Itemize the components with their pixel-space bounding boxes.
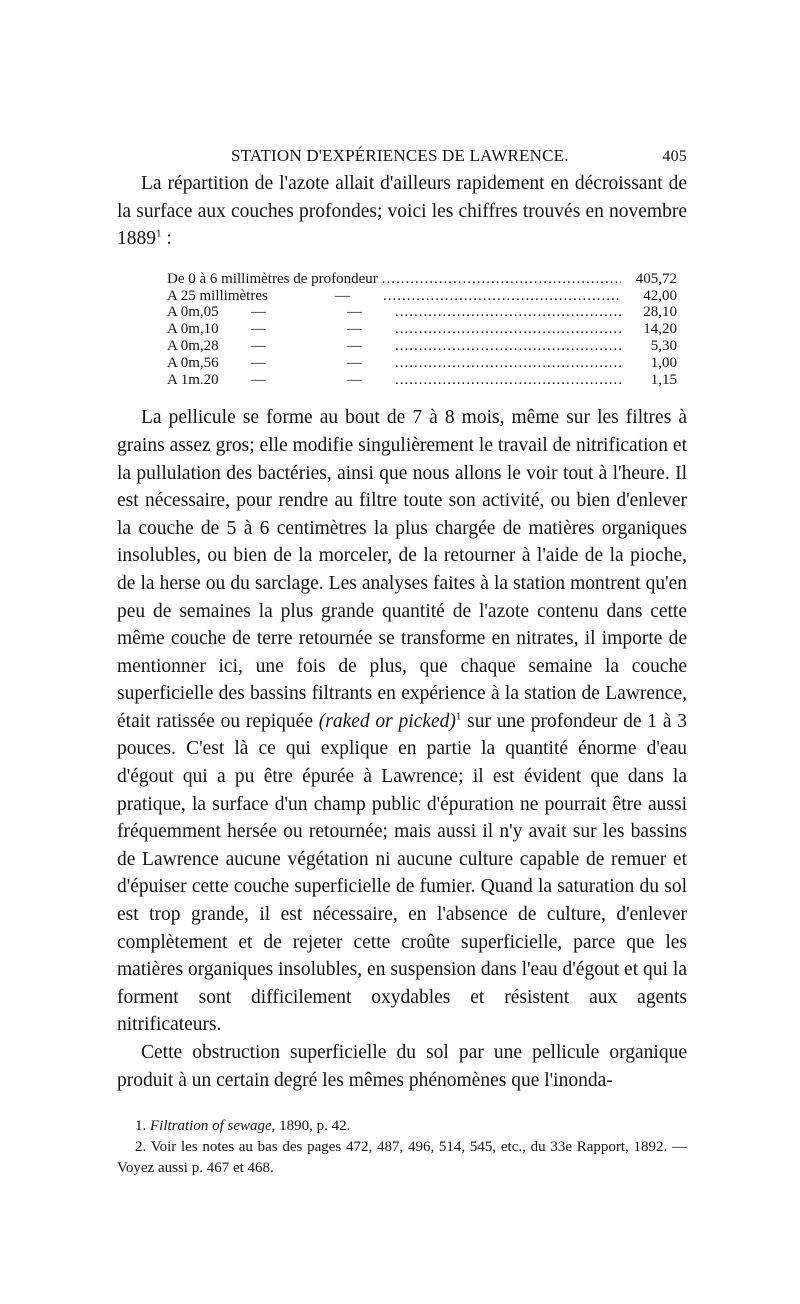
italic-phrase: (raked or picked) xyxy=(318,710,456,732)
table-row xyxy=(167,321,677,338)
row-label: A 0m,05 xyxy=(167,304,219,321)
row-dash: — xyxy=(251,321,266,338)
table-row xyxy=(167,271,677,288)
table-row xyxy=(167,372,677,389)
row-value: 28,10 xyxy=(643,304,677,321)
intro-tail: : xyxy=(161,228,172,250)
row-label: A 0m,56 xyxy=(167,354,219,371)
footnote-ref: 1 xyxy=(455,710,462,723)
row-dash: — xyxy=(251,304,266,321)
page-number: 405 xyxy=(662,148,687,165)
row-value: 1,00 xyxy=(650,354,677,371)
running-title: STATION D'EXPÉRIENCES DE LAWRENCE. xyxy=(231,146,569,165)
row-dash: — xyxy=(251,354,266,371)
row-value: 5,30 xyxy=(650,337,677,354)
leader-dots xyxy=(391,372,621,389)
footnote-number: 1. xyxy=(135,1118,147,1135)
table-row xyxy=(167,304,677,321)
row-value: 1,15 xyxy=(650,371,677,388)
footnote-ref: 1 xyxy=(156,227,162,240)
footnote xyxy=(117,1116,687,1137)
footnote xyxy=(117,1137,687,1179)
closing-paragraph: Cette obstruction superficielle du sol par une pellicule organique produit à un certain degré les mêmes phénomènes que l'inonda- xyxy=(117,1042,687,1091)
table-row xyxy=(167,338,677,355)
row-label: A 25 millimètres xyxy=(167,287,268,304)
paragraph-text: sur une profondeur de 1 à 3 pouces. C'est là ce qui explique en partie la quantité énorme d'eau d'égout qui a pu être épurée à Lawrence; il est évident que dans la pratique, la surface d'un champ public d'épuration ne pourrait être aussi fréquemment hersée ou retournée; mais aussi il n'y avait sur les bassins de Lawrence aucune végétation ni aucune culture capable de remuer et d'épuiser cette couche superficielle de fumier. Quand la saturation du sol est trop grande, il est nécessaire, en l'absence de culture, d'enlever complètement et de rejeter cette croûte superficielle, parce que les matières organiques insolubles, en suspension dans l'eau d'égout et qui la forment sont difficilement oxydables et résistent aux agents nitrificateurs. xyxy=(117,710,687,1036)
table-row xyxy=(167,355,677,372)
row-dash: — xyxy=(251,371,266,388)
paragraph-text: La pellicule se forme au bout de 7 à 8 mois, même sur les filtres à grains assez gros; elle modifie singulièrement le travail de nitrification et la pullulation des bactéries, ainsi que nous allons le voir tout à l'heure. Il est nécessaire, pour rendre au filtre toute son activité, ou bien d'enlever la couche de 5 à 6 centimètres la plus chargée de matières organiques insolubles, ou bien de la morceler, de la retourner à l'aide de la pioche, de la herse ou du sarclage. Les analyses faites à la station montrent qu'en peu de semaines la plus grande quantité de l'azote contenu dans cette même couche de terre retournée se transforme en nitrates, il importe de mentionner ici, une fois de plus, que chaque semaine la couche superficielle des bassins filtrants en expérience à la station de Lawrence, était ratissée ou repiquée xyxy=(117,407,687,732)
footnote-number: 2. xyxy=(135,1139,147,1156)
intro-paragraph xyxy=(117,170,687,253)
row-dash: — xyxy=(347,337,362,354)
footnote-title: Filtration of sewage, xyxy=(150,1118,276,1135)
leader-dots xyxy=(391,321,621,338)
row-label: A 0m,10 xyxy=(167,321,219,338)
footnote-text: Voir les notes au bas des pages 472, 487, 496, 514, 545, etc., du 33e Rapport, 1892. — Voyez aussi p. 467 et 468. xyxy=(117,1139,687,1177)
leader-dots xyxy=(379,288,621,305)
row-value: 42,00 xyxy=(643,287,677,304)
row-dash: — xyxy=(335,287,350,304)
depth-table xyxy=(167,271,677,389)
leader-dots xyxy=(378,271,621,288)
main-paragraph xyxy=(117,404,687,1039)
row-label: A 0m,28 xyxy=(167,337,219,354)
intro-text: La répartition de l'azote allait d'ailleurs rapidement en décroissant de la surface aux couches profondes; voici les chiffres trouvés en novembre 1889 xyxy=(117,173,687,250)
row-label: A 1m.20 xyxy=(167,371,219,388)
footnote-text: 1890, p. 42. xyxy=(275,1118,351,1135)
row-dash: — xyxy=(347,304,362,321)
row-dash: — xyxy=(251,337,266,354)
leader-dots xyxy=(391,355,621,372)
footnotes xyxy=(117,1116,687,1179)
row-dash: — xyxy=(347,321,362,338)
running-header xyxy=(117,142,687,170)
row-value: 14,20 xyxy=(643,321,677,338)
book-page xyxy=(117,142,687,1179)
row-value: 405,72 xyxy=(635,270,677,287)
leader-dots xyxy=(391,304,621,321)
row-dash: — xyxy=(347,354,362,371)
leader-dots xyxy=(391,338,621,355)
row-label: De 0 à 6 millimètres de profondeur xyxy=(167,270,378,287)
table-row xyxy=(167,288,677,305)
row-dash: — xyxy=(347,371,362,388)
